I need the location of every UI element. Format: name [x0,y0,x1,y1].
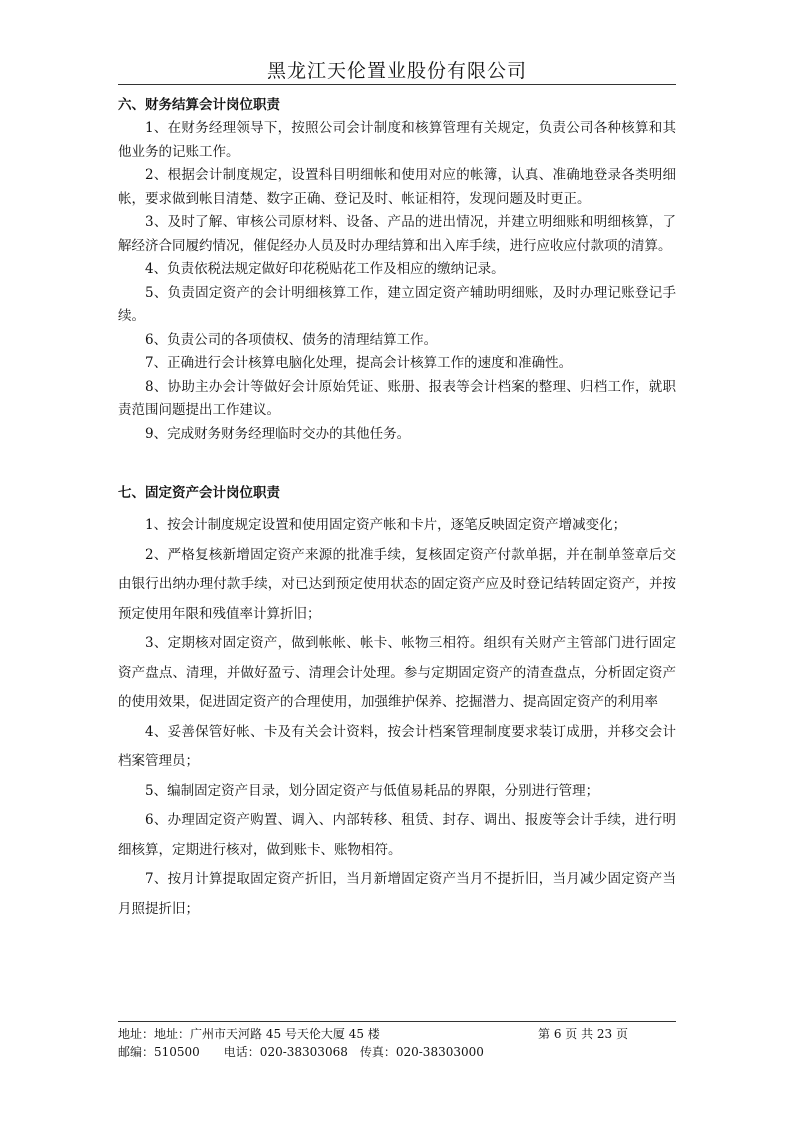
footer-address-line [118,1025,676,1043]
footer-contact: 邮编：510500 电话：020-38303068 传真：020-38303000 [118,1045,484,1059]
paragraph: 6、负责公司的各项债权、债务的清理结算工作。 [145,331,438,348]
paragraph: 7、按月计算提取固定资产折旧，当月新增固定资产当月不提折旧，当月减少固定资产当月照提折旧； [118,871,676,917]
document-body [118,94,676,924]
section-fixed-assets [118,482,676,924]
paragraph: 2、根据会计制度规定，设置科目明细帐和使用对应的帐簿，认真、准确地登录各类明细帐，要求做到帐目清楚、数字正确、登记及时、帐证相符，发现问题及时更正。 [118,167,676,207]
footer-divider [118,1021,676,1022]
paragraph: 2、严格复核新增固定资产来源的批准手续，复核固定资产付款单据，并在制单签章后交由银行出纳办理付款手续，对已达到预定使用状态的固定资产应及时登记结转固定资产，并按预定使用年限和残值率计算折旧； [118,546,676,622]
paragraph: 1、按会计制度规定设置和使用固定资产帐和卡片，逐笔反映固定资产增减变化； [145,517,627,533]
paragraph: 5、负责固定资产的会计明细核算工作，建立固定资产辅助明细账，及时办理记账登记手续。 [118,284,676,324]
paragraph: 7、正确进行会计核算电脑化处理，提高会计核算工作的速度和准确性。 [145,355,573,371]
footer-address: 地址：地址：广州市天河路 45 号天伦大厦 45 楼 [118,1027,380,1041]
paragraph: 8、协助主办会计等做好会计原始凭证、账册、报表等会计档案的整理、归档工作，就职责范围问题提出工作建议。 [118,378,676,418]
company-title: 黑龙江天伦置业股份有限公司 [266,60,527,82]
page-number: 第 6 页 共 23 页 [538,1027,628,1041]
paragraph: 4、妥善保管好帐、卡及有关会计资料，按会计档案管理制度要求装订成册，并移交会计档案管理员； [118,723,676,769]
section-heading: 七、固定资产会计岗位职责 [118,485,280,501]
paragraph: 3、定期核对固定资产，做到帐帐、帐卡、帐物三相符。组织有关财产主管部门进行固定资产盘点、清理，并做好盈亏、清理会计处理。参与定期固定资产的清查盘点，分析固定资产的使用效果，促进固定资产的合理使用，加强维护保养、挖掘潜力、提高固定资产的利用率 [118,635,676,710]
section-heading: 六、财务结算会计岗位职责 [118,97,280,113]
section-financial-settlement [118,94,676,446]
page-footer [118,1025,676,1061]
paragraph: 1、在财务经理领导下，按照公司会计制度和核算管理有关规定，负责公司各种核算和其他业务的记账工作。 [118,120,676,160]
section-spacer [118,446,676,482]
paragraph: 3、及时了解、审核公司原材料、设备、产品的进出情况，并建立明细账和明细核算，了解经济合同履约情况，催促经办人员及时办理结算和出入库手续，进行应收应付款项的清算。 [118,214,676,254]
paragraph: 4、负责依税法规定做好印花税贴花工作及相应的缴纳记录。 [145,261,505,277]
paragraph: 5、编制固定资产目录，划分固定资产与低值易耗品的界限，分别进行管理； [145,782,600,799]
header-divider [118,84,676,85]
paragraph: 6、办理固定资产购置、调入、内部转移、租赁、封存、调出、报废等会计手续，进行明细核算，定期进行核对，做到账卡、账物相符。 [118,812,676,858]
paragraph: 9、完成财务财务经理临时交办的其他任务。 [145,425,411,442]
